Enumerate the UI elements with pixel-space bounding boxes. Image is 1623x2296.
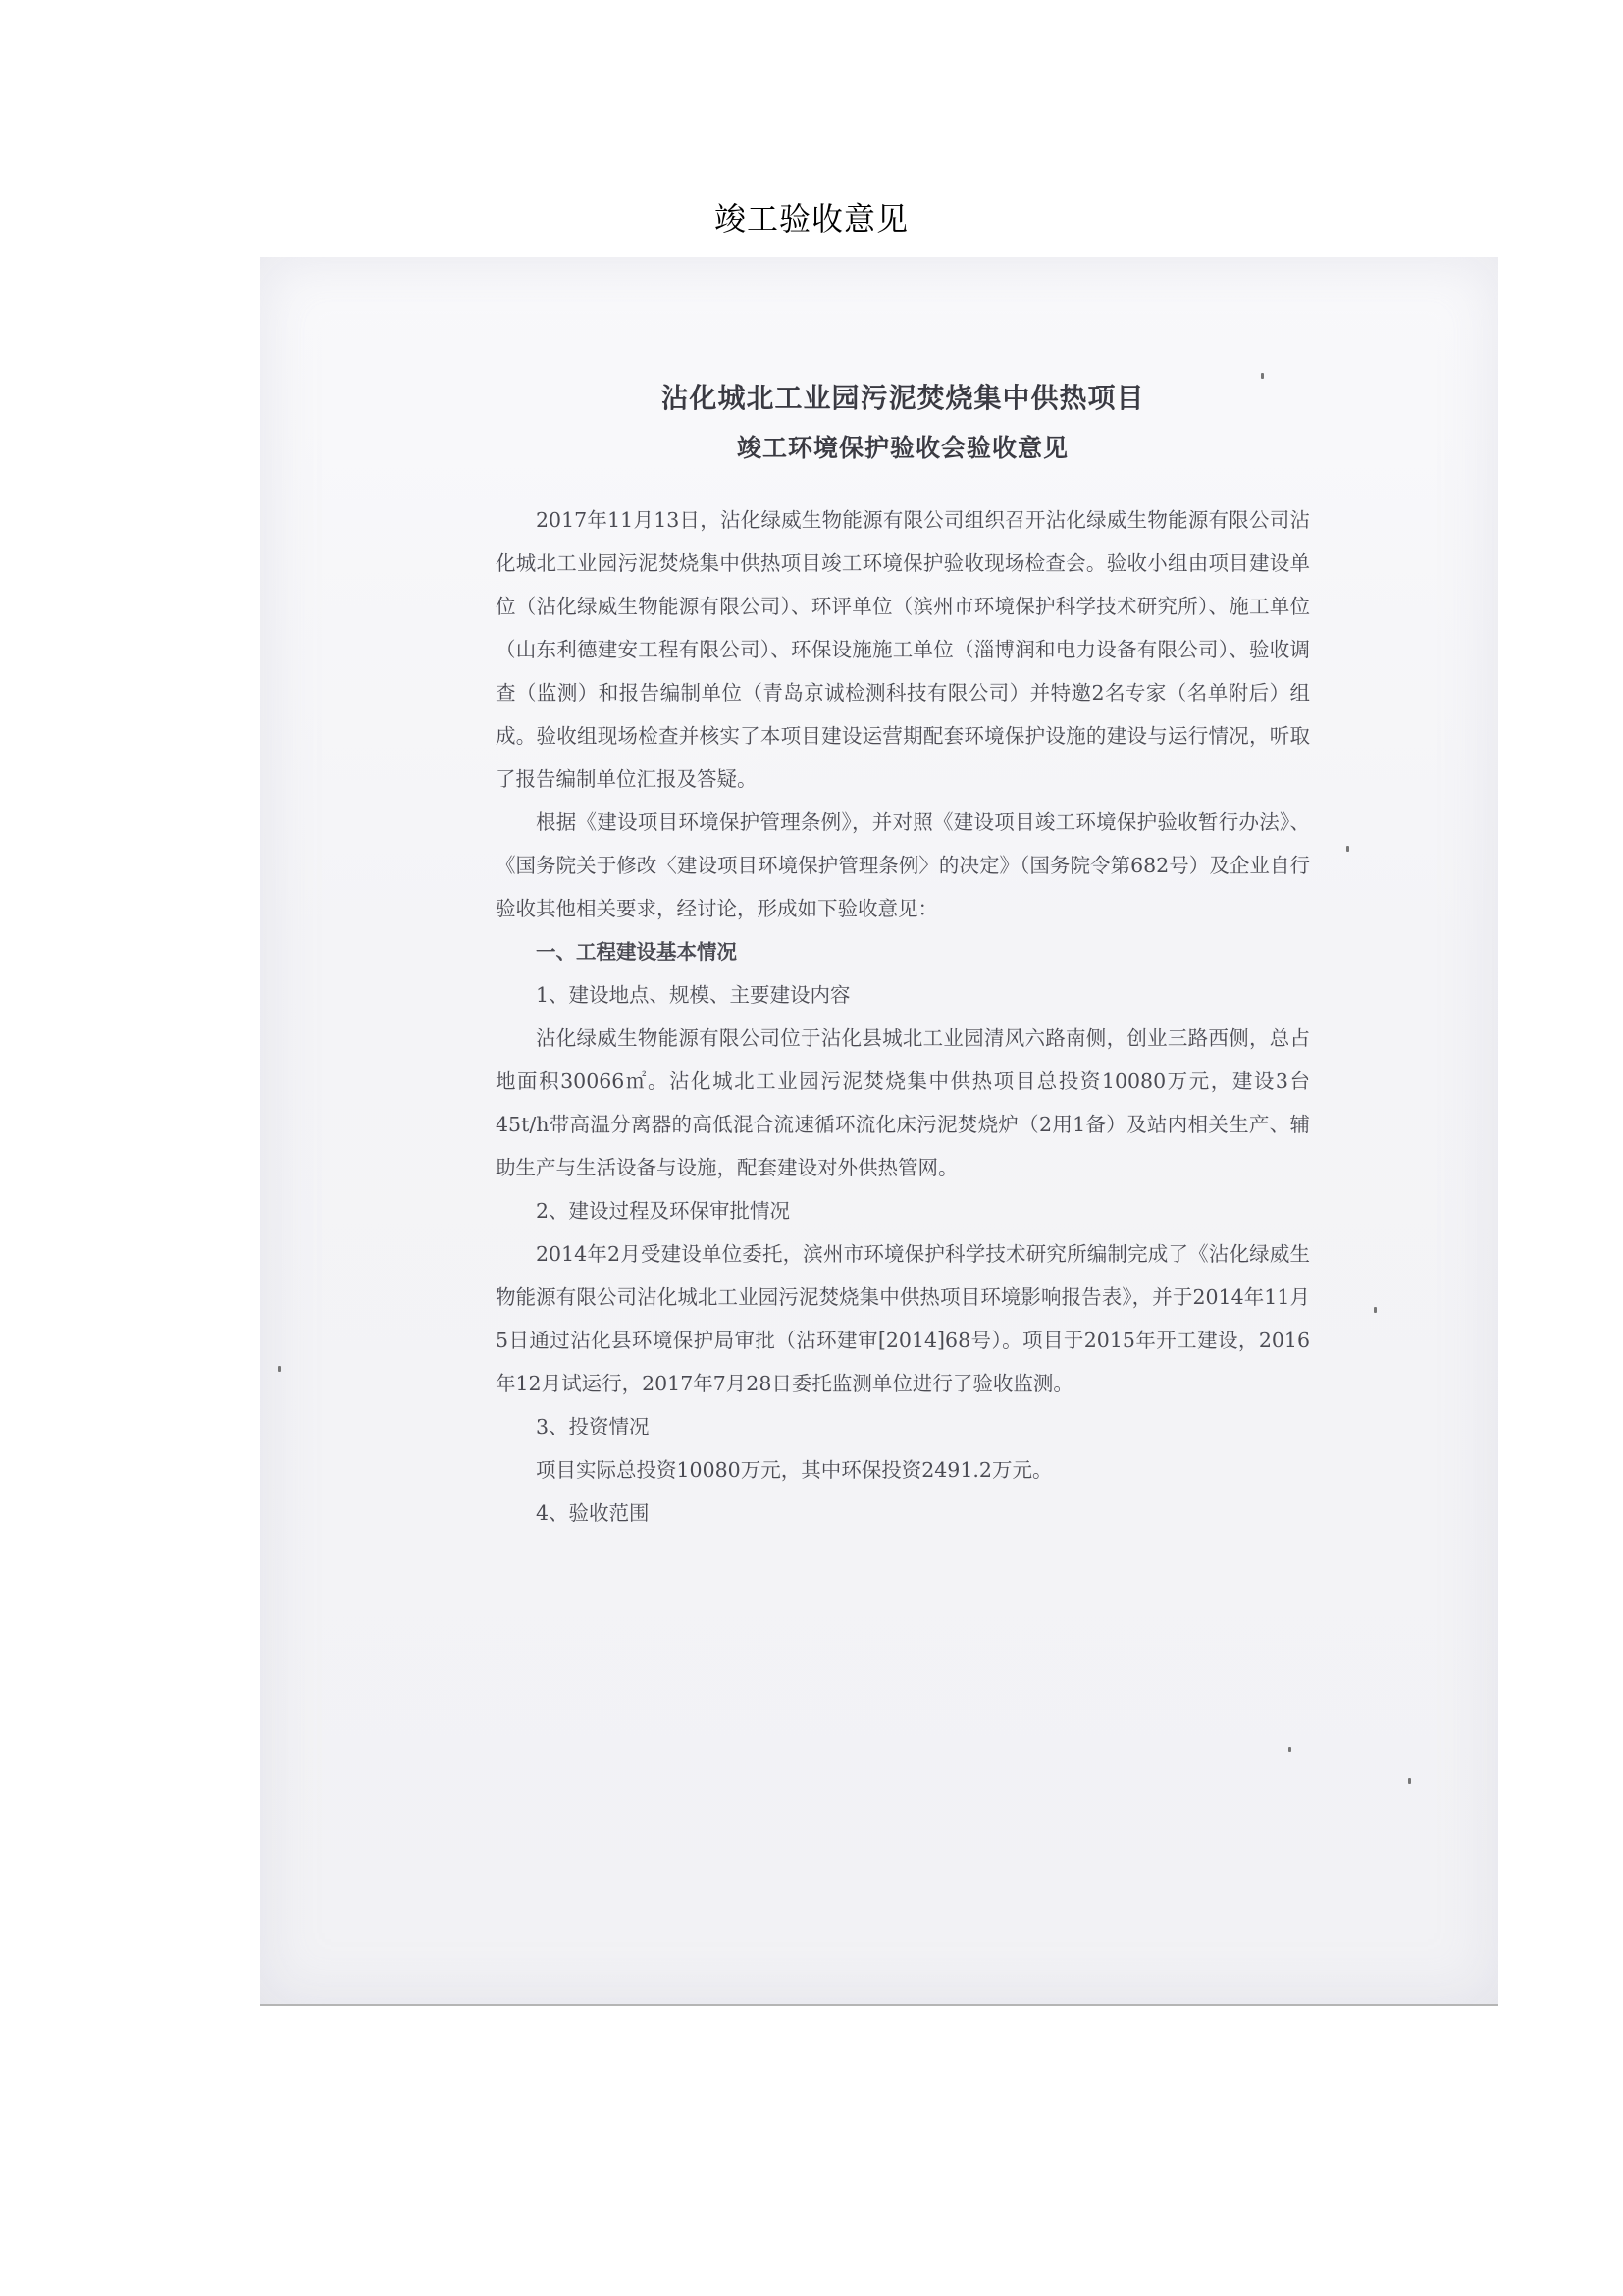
subsection-text-location: 沾化绿威生物能源有限公司位于沾化县城北工业园清风六路南侧，创业三路西侧，总占地面积30066㎡。沾化城北工业园污泥焚烧集中供热项目总投资10080万元，建设3台45t/h带高温分离器的高低混合流速循环流化床污泥焚烧炉（2用1备）及站内相关生产、辅助生产与生活设备与设施，配套建设对外供热管网。 (496, 1026, 1310, 1179)
subsection-heading-investment: 3、投资情况 (536, 1415, 650, 1438)
scanned-document-image (260, 257, 1498, 2006)
section-heading-basic-info: 一、工程建设基本情况 (536, 940, 737, 964)
scan-speck (1408, 1778, 1411, 1784)
subsection-heading-approval: 2、建设过程及环保审批情况 (536, 1199, 791, 1223)
scan-speck (1374, 1307, 1377, 1313)
scan-speck (1288, 1747, 1291, 1752)
subsection-text-approval: 2014年2月受建设单位委托，滨州市环境保护科学技术研究所编制完成了《沾化绿威生物能源有限公司沾化城北工业园污泥焚烧集中供热项目环境影响报告表》，并于2014年11月5日通过沾化县环境保护局审批（沾环建审[2014]68号）。项目于2015年开工建设，2016年12月试运行，2017年7月28日委托监测单位进行了验收监测。 (496, 1242, 1310, 1395)
scan-speck (278, 1366, 281, 1372)
basis-paragraph: 根据《建设项目环境保护管理条例》，并对照《建设项目竣工环境保护验收暂行办法》、《国务院关于修改〈建设项目环境保护管理条例〉的决定》（国务院令第682号）及企业自行验收其他相关要求，经讨论，形成如下验收意见： (496, 810, 1310, 920)
subsection-heading-location: 1、建设地点、规模、主要建设内容 (536, 983, 851, 1007)
scan-speck (1346, 846, 1349, 852)
page-heading: 竣工验收意见 (713, 200, 909, 237)
document-body (496, 373, 1310, 1535)
intro-paragraph: 2017年11月13日，沾化绿威生物能源有限公司组织召开沾化绿威生物能源有限公司沾化城北工业园污泥焚烧集中供热项目竣工环境保护验收现场检查会。验收小组由项目建设单位（沾化绿威生物能源有限公司）、环评单位（滨州市环境保护科学技术研究所）、施工单位（山东利德建安工程有限公司）、环保设施施工单位（淄博润和电力设备有限公司）、验收调查（监测）和报告编制单位（青岛京诚检测科技有限公司）并特邀2名专家（名单附后）组成。验收组现场检查并核实了本项目建设运营期配套环境保护设施的建设与运行情况，听取了报告编制单位汇报及答疑。 (496, 508, 1310, 791)
subsection-text-investment: 项目实际总投资10080万元，其中环保投资2491.2万元。 (536, 1458, 1053, 1482)
subsection-heading-scope: 4、验收范围 (536, 1501, 650, 1525)
document-subtitle: 竣工环境保护验收会验收意见 (736, 434, 1069, 462)
document-title: 沾化城北工业园污泥焚烧集中供热项目 (660, 382, 1145, 414)
